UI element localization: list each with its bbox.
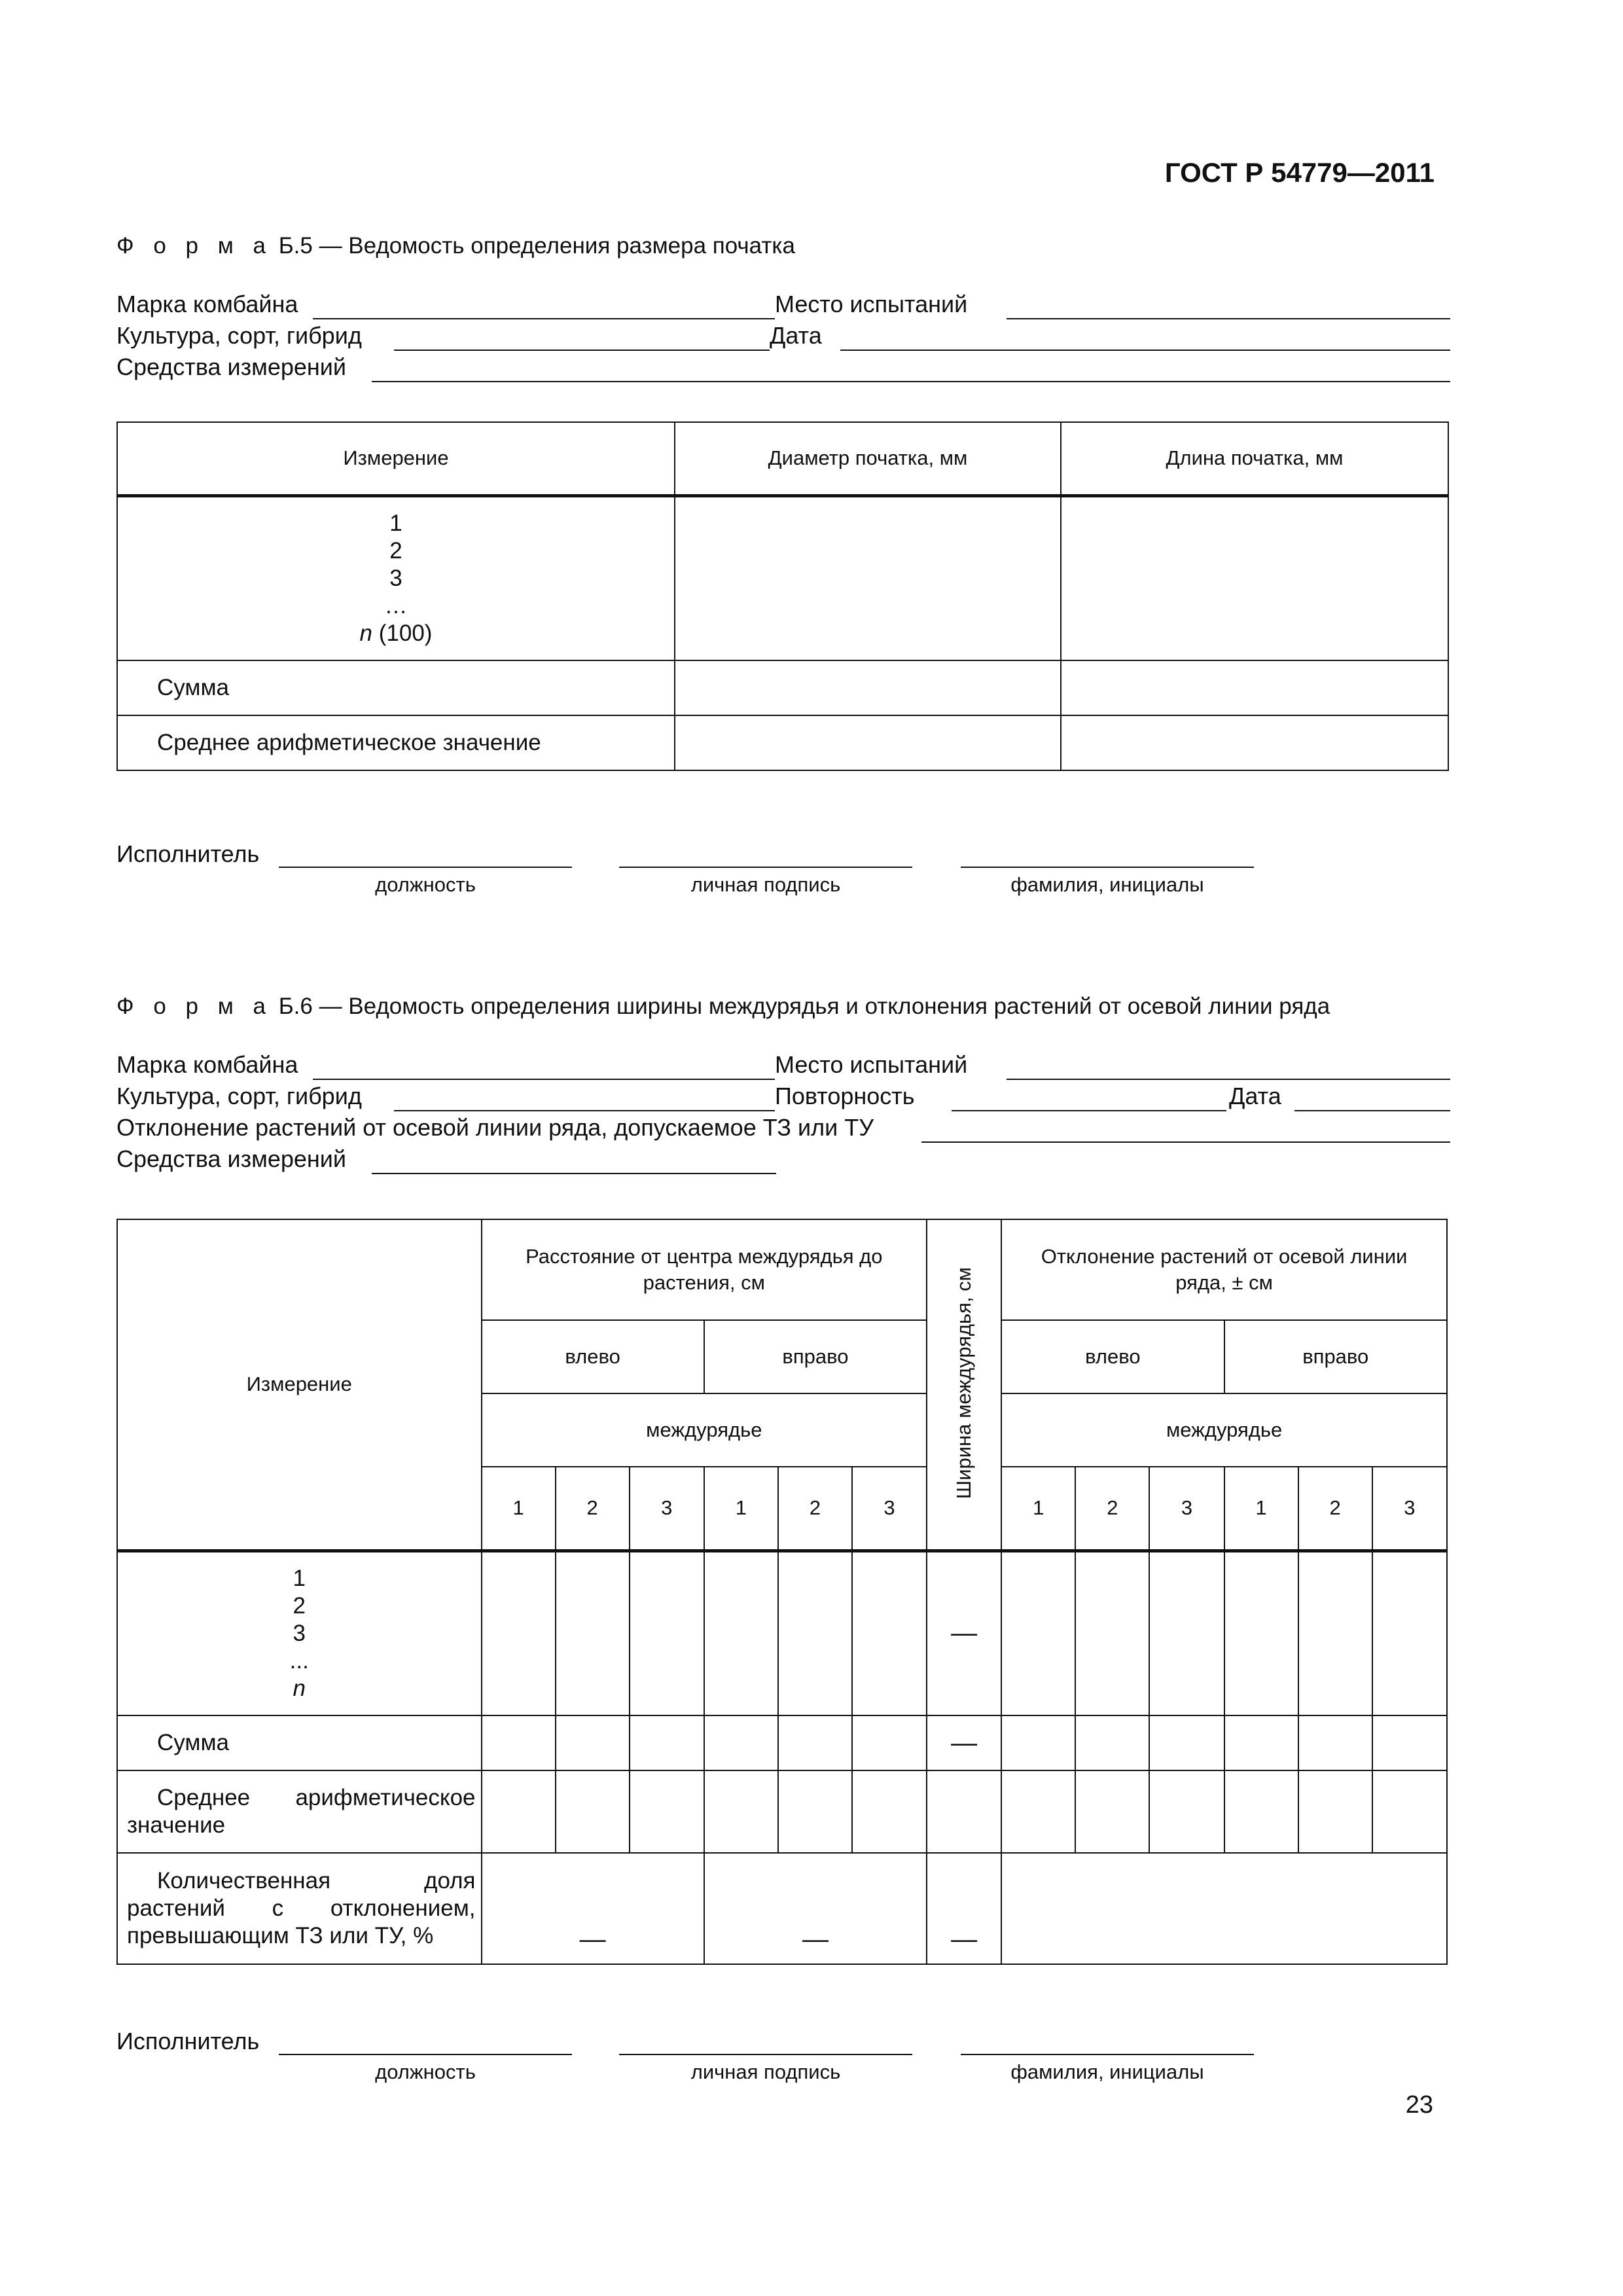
cell[interactable]: [1298, 1770, 1372, 1853]
list-item-last: [118, 1675, 481, 1702]
cell[interactable]: [482, 1551, 556, 1715]
form6-dist-left: влево: [482, 1320, 704, 1393]
form6-name-caption: фамилия, инициалы: [1010, 2060, 1204, 2083]
form5-date-label: Дата: [770, 322, 822, 349]
form6-title-text: Б.6 — Ведомость определения ширины междурядья и отклонения растений от осевой линии ряда: [278, 994, 1330, 1019]
form6-brand-label: Марка комбайна: [116, 1051, 298, 1078]
cell[interactable]: [927, 1770, 1001, 1853]
cell[interactable]: [630, 1551, 704, 1715]
form6-date-field[interactable]: [1294, 1110, 1450, 1111]
form6-col-width-label: Ширина междурядья, см: [952, 1266, 976, 1499]
list-item: 1: [389, 510, 402, 536]
standard-number: ГОСТ Р 54779—2011: [1164, 157, 1435, 188]
cell[interactable]: [1372, 1715, 1447, 1770]
form6-performer-label: Исполнитель: [116, 2028, 260, 2054]
form5-position-caption: должность: [375, 873, 476, 896]
form5-position-line[interactable]: [279, 867, 572, 868]
form6-measure-row: [117, 1551, 1447, 1715]
cell[interactable]: [630, 1770, 704, 1853]
form6-place-label: Место испытаний: [775, 1051, 968, 1078]
form5-sum-row: [117, 660, 1448, 715]
form6-mean-label: Среднее арифметическое значение: [117, 1770, 482, 1853]
col-num: 3: [1372, 1467, 1447, 1551]
form5-brand-field[interactable]: [313, 318, 775, 319]
cell[interactable]: [1298, 1551, 1372, 1715]
cell[interactable]: [1001, 1770, 1075, 1853]
share-dash-width: —: [927, 1853, 1001, 1964]
form6-table: [116, 1219, 1448, 1965]
width-dash: —: [927, 1715, 1001, 1770]
col-num: 3: [1149, 1467, 1224, 1551]
col-num: 2: [556, 1467, 630, 1551]
form5-tools-label: Средства измерений: [116, 353, 347, 380]
form6-name-line[interactable]: [961, 2054, 1254, 2055]
form5-mean-label: Среднее арифметическое значение: [117, 715, 675, 770]
cell[interactable]: [1224, 1715, 1298, 1770]
form6-brand-field[interactable]: [313, 1079, 775, 1080]
cell[interactable]: [1149, 1770, 1224, 1853]
form5-col-measure: Измерение: [117, 422, 675, 495]
cell[interactable]: [1149, 1551, 1224, 1715]
form6-mean-row: [117, 1770, 1447, 1853]
form5-col-length: Длина початка, мм: [1061, 422, 1448, 495]
cell[interactable]: [482, 1715, 556, 1770]
col-num: 3: [630, 1467, 704, 1551]
form5-title-text: Б.5 — Ведомость определения размера початка: [278, 233, 795, 259]
form6-crop-field[interactable]: [394, 1110, 775, 1111]
form6-crop-line: [116, 1083, 1450, 1114]
cell[interactable]: [1224, 1551, 1298, 1715]
form5-date-field[interactable]: [840, 350, 1450, 351]
list-item: 2: [389, 537, 402, 564]
form5-brand-place-line: [116, 291, 1450, 322]
form5-title: [116, 233, 795, 259]
cell[interactable]: [1149, 1715, 1224, 1770]
form5-signature-caption: личная подпись: [690, 873, 841, 896]
width-dash: —: [927, 1551, 1001, 1715]
share-deviation-cell[interactable]: [1001, 1853, 1447, 1964]
cell[interactable]: [1224, 1770, 1298, 1853]
form6-repeat-field[interactable]: [952, 1110, 1226, 1111]
cell[interactable]: [1075, 1551, 1149, 1715]
form6-brand-place-line: [116, 1051, 1450, 1083]
form6-title-prefix: Ф о р м а: [116, 994, 272, 1019]
form6-title: [116, 994, 1330, 1020]
form5-tools-line: [116, 353, 1450, 385]
share-dash-left: —: [482, 1853, 704, 1964]
form6-col-measure: Измерение: [117, 1219, 482, 1551]
form5-name-line[interactable]: [961, 867, 1254, 868]
list-item: …: [384, 592, 408, 619]
form6-dist-interrow: междурядье: [482, 1393, 927, 1467]
form5-col-diameter: Диаметр початка, мм: [675, 422, 1061, 495]
cell[interactable]: [852, 1551, 927, 1715]
list-item: ...: [289, 1647, 309, 1674]
form6-signature-line[interactable]: [619, 2054, 912, 2055]
form6-position-line[interactable]: [279, 2054, 572, 2055]
col-num: 1: [1224, 1467, 1298, 1551]
share-dash-right: —: [704, 1853, 927, 1964]
form6-deviation-label: Отклонение растений от осевой линии ряда, допускаемое ТЗ или ТУ: [116, 1114, 874, 1141]
page-number: 23: [1405, 2091, 1433, 2119]
n-count: (100): [372, 620, 433, 646]
form6-crop-label: Культура, сорт, гибрид: [116, 1083, 362, 1109]
form5-mean-diameter[interactable]: [675, 715, 1061, 770]
cell[interactable]: [556, 1715, 630, 1770]
form6-measure-list: [117, 1551, 482, 1715]
col-num: 2: [1075, 1467, 1149, 1551]
col-num: 2: [778, 1467, 852, 1551]
form6-col-distance: Расстояние от центра междурядья до растения, см: [482, 1219, 927, 1320]
cell[interactable]: [852, 1770, 927, 1853]
form6-deviation-line: [116, 1114, 1450, 1145]
form6-deviation-field[interactable]: [921, 1141, 1450, 1143]
form6-sum-label: Сумма: [117, 1715, 482, 1770]
form5-performer-label: Исполнитель: [116, 840, 260, 867]
form5-measure-list: [117, 495, 675, 660]
form5-name-caption: фамилия, инициалы: [1010, 873, 1204, 896]
form6-signature-caption: личная подпись: [690, 2060, 841, 2083]
form6-repeat-label: Повторность: [775, 1083, 915, 1109]
cell[interactable]: [1075, 1770, 1149, 1853]
form6-dev-right: вправо: [1224, 1320, 1448, 1393]
cell[interactable]: [852, 1715, 927, 1770]
cell[interactable]: [778, 1770, 852, 1853]
n-symbol: n: [293, 1675, 306, 1701]
form5-brand-label: Марка комбайна: [116, 291, 298, 317]
col-num: 2: [1298, 1467, 1372, 1551]
col-num: 3: [852, 1467, 927, 1551]
form6-tools-line: [116, 1145, 1450, 1177]
form5-measure-row: [117, 495, 1448, 660]
form6-tools-field[interactable]: [372, 1173, 776, 1174]
list-item-last: [118, 620, 674, 647]
form6-col-deviation: Отклонение растений от осевой линии ряда, ± см: [1001, 1219, 1447, 1320]
form5-sum-label: Сумма: [117, 660, 675, 715]
n-symbol: n: [359, 620, 373, 646]
cell[interactable]: [778, 1715, 852, 1770]
form5-mean-row: [117, 715, 1448, 770]
list-item: 1: [293, 1565, 306, 1591]
form6-place-field[interactable]: [1007, 1079, 1450, 1080]
form6-dist-right: вправо: [704, 1320, 927, 1393]
form5-tools-field[interactable]: [372, 381, 1450, 382]
cell[interactable]: [1372, 1770, 1447, 1853]
col-num: 1: [704, 1467, 778, 1551]
form6-col-width: [927, 1219, 1001, 1551]
list-item: 2: [293, 1592, 306, 1619]
form5-crop-date-line: [116, 322, 1450, 353]
cell[interactable]: [556, 1551, 630, 1715]
form5-crop-field[interactable]: [394, 350, 770, 351]
form6-dev-interrow: междурядье: [1001, 1393, 1447, 1467]
form5-length-cell[interactable]: [1061, 495, 1448, 660]
form6-tools-label: Средства измерений: [116, 1145, 347, 1172]
form5-title-prefix: Ф о р м а: [116, 233, 272, 259]
form5-crop-label: Культура, сорт, гибрид: [116, 322, 362, 349]
form6-share-row: [117, 1853, 1447, 1964]
cell[interactable]: [1298, 1715, 1372, 1770]
cell[interactable]: [704, 1715, 778, 1770]
form5-place-field[interactable]: [1007, 318, 1450, 319]
list-item: 3: [389, 565, 402, 591]
cell[interactable]: [704, 1551, 778, 1715]
form5-header-row: [117, 422, 1448, 495]
cell[interactable]: [630, 1715, 704, 1770]
cell[interactable]: [1001, 1551, 1075, 1715]
cell[interactable]: [704, 1770, 778, 1853]
form6-share-label: Количественная доля растений с отклонением, превышающим ТЗ или ТУ, %: [117, 1853, 482, 1964]
form5-sum-length[interactable]: [1061, 660, 1448, 715]
form5-sum-diameter[interactable]: [675, 660, 1061, 715]
form6-sum-row: [117, 1715, 1447, 1770]
col-num: 1: [1001, 1467, 1075, 1551]
cell[interactable]: [1372, 1551, 1447, 1715]
cell[interactable]: [1075, 1715, 1149, 1770]
cell[interactable]: [556, 1770, 630, 1853]
cell[interactable]: [778, 1551, 852, 1715]
list-item: 3: [293, 1620, 306, 1646]
form5-table: [116, 422, 1449, 771]
form6-dev-left: влево: [1001, 1320, 1224, 1393]
cell[interactable]: [1001, 1715, 1075, 1770]
cell[interactable]: [482, 1770, 556, 1853]
form5-mean-length[interactable]: [1061, 715, 1448, 770]
form6-date-label: Дата: [1229, 1083, 1281, 1109]
form5-signature-line[interactable]: [619, 867, 912, 868]
form6-position-caption: должность: [375, 2060, 476, 2083]
col-num: 1: [482, 1467, 556, 1551]
form5-place-label: Место испытаний: [775, 291, 968, 317]
form5-diameter-cell[interactable]: [675, 495, 1061, 660]
form6-header-row-1: [117, 1219, 1447, 1320]
